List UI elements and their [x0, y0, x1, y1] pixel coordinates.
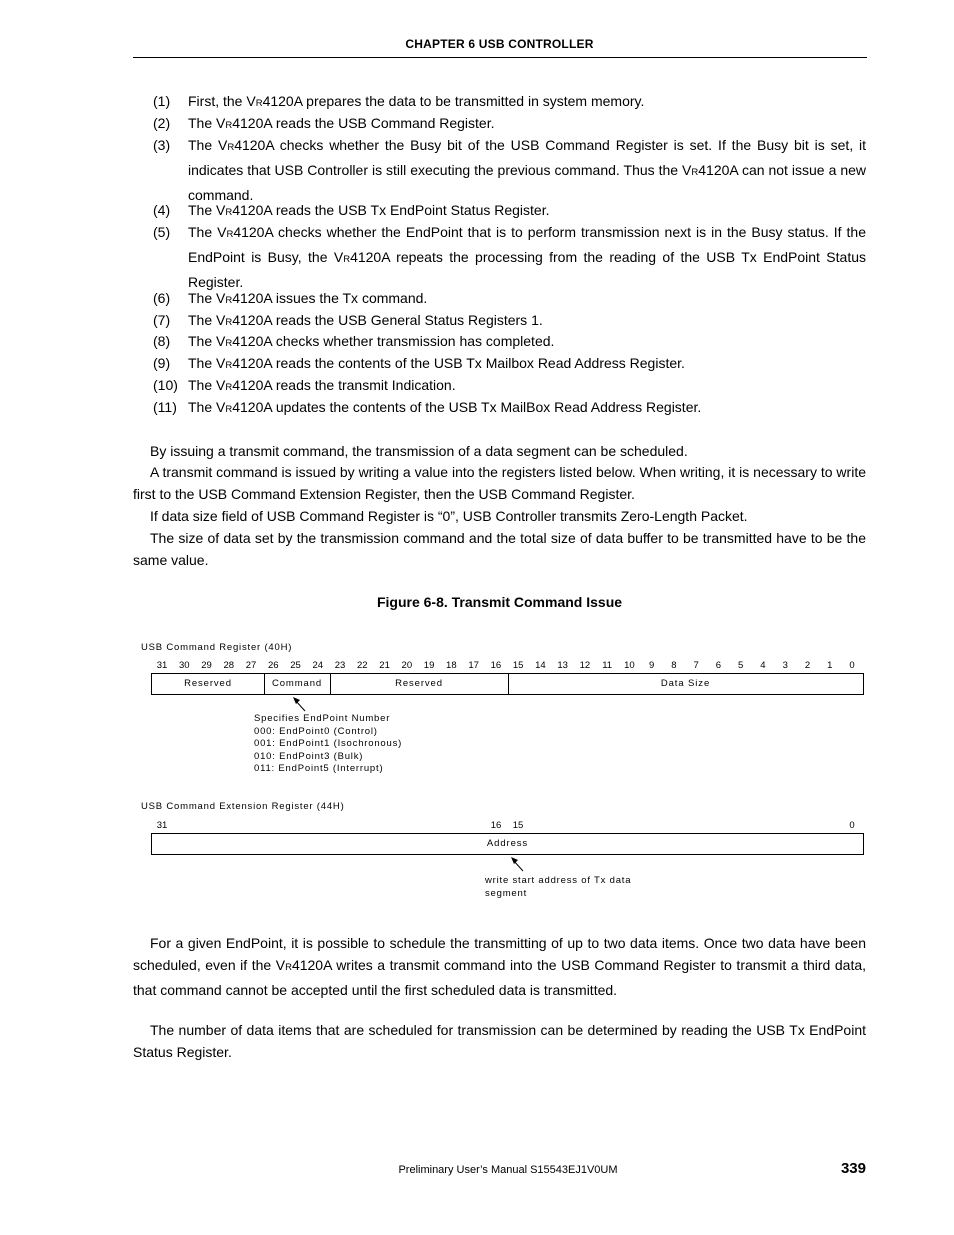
bit-number: 19 [423, 660, 435, 671]
footer-manual-id: Preliminary User’s Manual S15543EJ1V0UM [398, 1164, 618, 1176]
bit-number: 4 [760, 660, 766, 671]
bit-number: 1 [827, 660, 833, 671]
bit-number: 16 [490, 660, 502, 671]
note-line: 010: EndPoint3 (Bulk) [254, 750, 364, 762]
command-note [254, 713, 402, 776]
step-text: The VR4120A reads the contents of the USB Tx Mailbox Read Address Register. [188, 355, 685, 371]
bit-number: 27 [245, 660, 257, 671]
bit-number: 11 [602, 660, 613, 671]
bit-number: 21 [379, 660, 390, 671]
bit-number: 2 [804, 660, 811, 671]
bit-number: 9 [649, 660, 655, 671]
bit-number: 28 [223, 660, 235, 671]
bit-31: 31 [156, 820, 168, 831]
bit-number: 12 [579, 660, 591, 671]
field-data-size: Data Size [660, 678, 711, 689]
step-number: (5) [153, 224, 171, 240]
step-number: (9) [153, 355, 171, 371]
step-text: The VR4120A reads the USB Tx EndPoint Status Register. [188, 202, 550, 218]
paragraph-data-size: The size of data set by the transmission command and the total size of data buffer to be transmitted have to be the same value. [133, 530, 866, 568]
step-number: (11) [153, 399, 177, 415]
bit-number: 8 [671, 660, 677, 671]
step-number: (2) [153, 115, 171, 131]
register-command [151, 673, 864, 695]
step-number: (1) [153, 93, 171, 109]
bit-number: 22 [357, 660, 368, 671]
bit-number: 29 [201, 660, 212, 671]
paragraph-endpoint-schedule: For a given EndPoint, it is possible to schedule the transmitting of up to two data items. Once two data have been scheduled, even if the VR4120A writes a transmit command into the USB Command Register to transmit a third data, that command cannot be accepted until the first scheduled data is transmitted. [133, 935, 867, 998]
bit-number: 26 [267, 660, 279, 671]
bit-number: 25 [290, 660, 301, 671]
step-3 [153, 134, 866, 206]
bit-number: 7 [693, 660, 699, 671]
step-number: (8) [153, 333, 171, 349]
bit-number: 3 [782, 660, 788, 671]
bit-number: 10 [624, 660, 635, 671]
chapter-header: CHAPTER 6 USB CONTROLLER [405, 37, 594, 51]
paragraph-transmit-issue: A transmit command is issued by writing a value into the registers listed below. When writing, it is necessary to write first to the USB Command Extension Register, then the USB Command Register. [133, 464, 866, 502]
arrow-icon [290, 695, 310, 713]
register-label-extension: USB Command Extension Register (44H) [141, 801, 345, 812]
address-note [485, 875, 631, 900]
bit-number: 18 [446, 660, 457, 671]
note-line: 000: EndPoint0 (Control) [254, 725, 378, 737]
bit-number: 20 [401, 660, 413, 671]
step-text: The VR4120A checks whether the Busy bit of the USB Command Register is set. If the Busy bit is set, it indicates that USB Controller is still executing the previous command. Thus the VR4120A can not issue a new command. [188, 137, 867, 203]
paragraph-zero-length: If data size field of USB Command Register is “0”, USB Controller transmits Zero-Length Packet. [150, 508, 748, 524]
note-line: write start address of Tx data [485, 875, 632, 886]
bit-number: 17 [468, 660, 479, 671]
step-text: The VR4120A checks whether transmission has completed. [188, 333, 555, 349]
bit-number: 13 [557, 660, 568, 671]
figure-title: Figure 6-8. Transmit Command Issue [376, 594, 623, 610]
paragraph-transmit-schedule: By issuing a transmit command, the transmission of a data segment can be scheduled. [150, 443, 688, 459]
field-reserved-high: Reserved [152, 674, 265, 694]
step-text: The VR4120A reads the transmit Indication. [188, 377, 456, 393]
note-line: 001: EndPoint1 (Isochronous) [254, 738, 403, 750]
step-number: (4) [153, 202, 171, 218]
field-command: Command [264, 674, 331, 694]
step-text: The VR4120A issues the Tx command. [188, 290, 428, 306]
field-reserved-mid: Reserved [330, 674, 509, 694]
bit-number: 15 [512, 660, 524, 671]
step-text: The VR4120A reads the USB General Status Registers 1. [188, 312, 543, 328]
bit-number: 6 [715, 660, 722, 671]
note-line: segment [485, 887, 528, 899]
step-5 [153, 221, 866, 293]
arrow-icon [507, 855, 527, 873]
bit-number: 0 [849, 660, 855, 671]
page-number: 339 [840, 1160, 866, 1177]
step-text: The VR4120A checks whether the EndPoint that is to perform transmission next is in the Busy status. If the EndPoint is Busy, the VR4120A repeats the processing from the reading of the USB Tx EndPoint Status Register. [188, 224, 866, 290]
step-text: First, the VR4120A prepares the data to be transmitted in system memory. [188, 93, 645, 109]
step-number: (10) [153, 377, 178, 393]
paragraph-scheduled-count: The number of data items that are scheduled for transmission can be determined by reading the USB Tx EndPoint Status Register. [133, 1022, 866, 1060]
register-extension [151, 833, 864, 855]
step-number: (7) [153, 312, 171, 328]
bit-number: 23 [334, 660, 346, 671]
register-label-command: USB Command Register (40H) [141, 642, 293, 653]
note-line: 011: EndPoint5 (Interrupt) [254, 763, 384, 775]
step-number: (3) [153, 137, 171, 153]
note-line: Specifies EndPoint Number [254, 713, 391, 724]
step-number: (6) [153, 290, 171, 306]
bit-16: 16 [490, 820, 502, 831]
bit-0: 0 [849, 820, 855, 831]
field-address: Address [486, 838, 529, 849]
bit-number: 14 [535, 660, 546, 671]
bit-15: 15 [512, 820, 524, 831]
bit-number: 5 [738, 660, 744, 671]
header-rule [133, 57, 867, 58]
bit-number: 24 [312, 660, 324, 671]
bit-number: 31 [156, 660, 168, 671]
bit-number: 30 [178, 660, 190, 671]
step-text: The VR4120A updates the contents of the USB Tx MailBox Read Address Register. [188, 399, 702, 415]
step-11 [153, 396, 866, 421]
step-text: The VR4120A reads the USB Command Register. [188, 115, 495, 131]
